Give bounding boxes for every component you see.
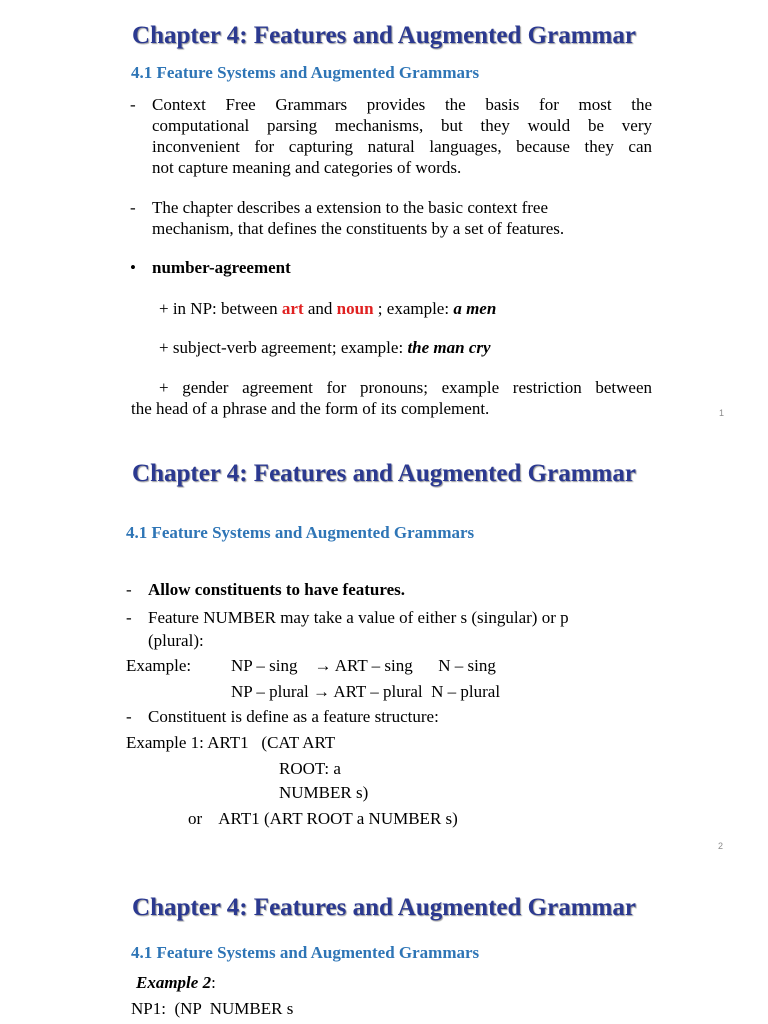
page-number: 1 (719, 408, 725, 418)
example-heading (136, 972, 216, 993)
keyword-noun: noun (336, 299, 374, 318)
section-subtitle: 4.1 Feature Systems and Augmented Grammars (131, 63, 480, 82)
bullet-marker: - (126, 580, 132, 599)
bullet-text: Allow constituents to have features. (148, 580, 406, 599)
bullet-marker: - (130, 198, 136, 217)
slide-title: Chapter 4: Features and Augmented Grammar (132, 894, 636, 921)
bullet-marker: - (126, 608, 132, 627)
slide-title: Chapter 4: Features and Augmented Grammar (132, 460, 636, 487)
bullet-text: Feature NUMBER may take a value of either s (singular) or p (148, 608, 569, 627)
section-subtitle: 4.1 Feature Systems and Augmented Grammars (126, 523, 475, 542)
example-rule: NP – plural → ART – plural N – plural (231, 682, 501, 701)
paragraph-line: not capture meaning and categories of words. (152, 158, 462, 177)
example-colon: : (211, 973, 216, 992)
paragraph-line: Context Free Grammars provides the basis for most the (152, 95, 652, 114)
feature-structure-line: or ART1 (ART ROOT a NUMBER s) (188, 809, 458, 828)
paragraph-line: inconvenient for capturing natural languages, because they can (152, 137, 652, 156)
feature-structure-line: NP1: (NP NUMBER s (131, 999, 294, 1018)
keyword-art: art (281, 299, 304, 318)
item-text: + in NP: between (159, 299, 282, 318)
example-label: Example: (126, 656, 192, 675)
bullet-text: (plural): (148, 631, 204, 650)
example-phrase: a men (453, 299, 497, 318)
agreement-item (159, 298, 496, 319)
item-text: and (303, 299, 337, 318)
feature-structure-line: NUMBER s) (279, 783, 369, 802)
page-number: 2 (718, 841, 724, 851)
agreement-item (131, 377, 652, 398)
example-phrase: the man cry (407, 338, 491, 357)
item-text: + subject-verb agreement; example: (159, 338, 408, 357)
feature-structure-line: Example 1: ART1 (CAT ART (126, 733, 336, 752)
example-rule: NP – sing → ART – sing N – sing (231, 656, 496, 675)
bullet-heading: number-agreement (152, 258, 291, 277)
agreement-item (159, 337, 491, 358)
slide-title: Chapter 4: Features and Augmented Grammar (132, 22, 636, 49)
example-label: Example 2 (136, 973, 212, 992)
bullet-marker: • (130, 258, 136, 277)
bullet-text: Constituent is define as a feature structure: (148, 707, 439, 726)
bullet-marker: - (126, 707, 132, 726)
feature-structure-line: ROOT: a (279, 759, 341, 778)
paragraph-line: The chapter describes a extension to the basic context free (152, 198, 549, 217)
paragraph-line: mechanism, that defines the constituents by a set of features. (152, 219, 565, 238)
section-subtitle: 4.1 Feature Systems and Augmented Grammars (131, 943, 480, 962)
item-text: + gender agreement for pronouns; example restriction between (159, 378, 652, 397)
item-text: ; example: (373, 299, 454, 318)
bullet-marker: - (130, 95, 136, 114)
paragraph-line: computational parsing mechanisms, but they would be very (152, 116, 652, 135)
paragraph-line: the head of a phrase and the form of its complement. (131, 399, 490, 418)
